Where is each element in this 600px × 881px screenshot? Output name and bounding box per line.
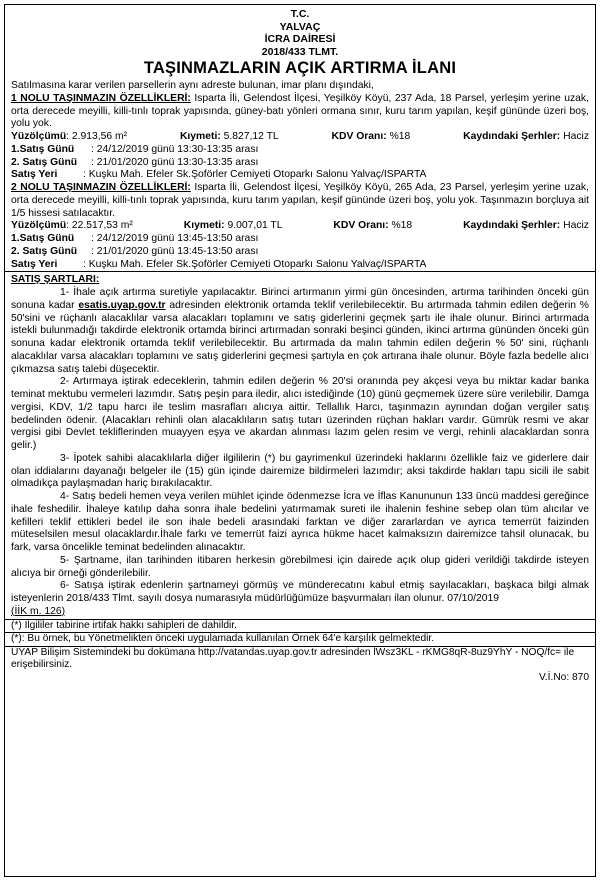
property1-kdv-label: KDV Oranı: xyxy=(331,131,387,142)
property2-place-row xyxy=(11,259,589,272)
property2-sale1-row xyxy=(11,233,589,246)
note-2: (*): Bu örnek, bu Yönetmelikten önceki uygulamada kullanılan Örnek 64'e karşılık gelmektedir. xyxy=(11,633,435,644)
property2-place-label: Satış Yeri xyxy=(11,258,58,270)
property2-heading: 2 NOLU TAŞINMAZIN ÖZELLİKLERİ: xyxy=(11,182,191,193)
property1-value-value: 5.827,12 TL xyxy=(223,131,279,142)
property2-kdv-value: %18 xyxy=(391,220,413,232)
property2-sale1-value: : 24/12/2019 günü 13:45-13:50 arası xyxy=(91,233,259,244)
condition-2: 2- Artırmaya iştirak edeceklerin, tahmin edilen değerin % 20'si oranında pey akçesi veya bu miktar kadar banka teminat mektubu vermeleri lazımdır. Satış peşin para iledir, alıcı istediğinde (10) günü geçmemek üzere süre verilebilir. Damga vergisi, KDV, 1/2 tapu harcı ile teslim masrafları alıcıya aittir. Tellallık Harcı, taşınmazın aynından doğan vergiler satış bedelinden ödenir. (Alacakları rehinli olan alacaklıların satış tutarı üzerinden rüçhan hakları vardır. Gümrük resmi ve akar vergisi gibi Devlet tekliflerinden muayyen eşya ve akardan alınması lazım gelen resim ve vergi, rehinli alacaklardan sonra gelir.) xyxy=(11,376,589,451)
property2-description xyxy=(11,182,589,220)
property2-desc: Isparta İli, Gelendost İlçesi, Yeşilköy Köyü, 265 Ada, 23 Parsel, yerleşim yerine uzak, orta derecede meyilli, killi-tınlı toprak yapısında, kuru tarım yapılan, keşif gününde üzeri boş, yolu yok. Taşınmazın borçluya ait 1/5 hissesi satılacaktır. xyxy=(11,182,589,219)
property2-area-label: Yüzölçümü xyxy=(11,220,67,232)
note-1: (*) İlgililer tabirine irtifak hakkı sahipleri de dahildir. xyxy=(11,619,237,631)
property2-kdv-label: KDV Oranı: xyxy=(333,220,389,232)
condition-1-pre: 1- İhale açık artırma suretiyle yapılacaktır. Birinci artırmanın yirmi gün öncesinden, artırma tarihinden önceki gün sonuna kadar xyxy=(11,287,589,311)
announcement-page xyxy=(4,4,596,877)
condition-1-post: adresinden elektronik ortamda teklif verilebilecektir. Bu artırmada tahmin edilen değerin % 50'sini ve rüçhanlı alacaklılar varsa alacakları toplamını ve satış giderlerini geçmek şartı ile ihale olunur. Birinci artırmada istekli bulunmadığı takdirde elektronik ortamda birinci artırmadan sonraki beşinci günden, ikinci artırma gününden önceki gün sonuna kadar elektronik ortamda teklif verilebilecektir. Bu artırmada da malın tahmin edilen değerin % 50' sini, rüçhanlı alacaklılar varsa alacakları toplamını ve satış giderlerini geçmesi şartıyla en çok artırana ihale olunur. Böyle fazla bedelle alıcı çıkmazsa satış talebi düşecektir. xyxy=(11,299,589,375)
property1-kdv-value: %18 xyxy=(389,131,411,142)
section-divider xyxy=(5,271,595,272)
intro-text: Satılmasına karar verilen parsellerin aynı adreste bulunan, imar planı dışındaki, xyxy=(11,80,374,91)
property2-sale2-label: 2. Satış Günü xyxy=(11,245,78,257)
property1-sale1-row xyxy=(11,144,589,157)
property1-heading: 1 NOLU TAŞINMAZIN ÖZELLİKLERİ: xyxy=(11,92,191,104)
header-city: YALVAÇ xyxy=(279,20,321,33)
condition-4: 4- Satış bedeli hemen veya verilen mühlet içinde ödenmezse İcra ve İflas Kanununun 133 üncü maddesi gereğince ihale feshedilir. İhaleye katılıp daha sonra ihale bedelini yatırmamak sureti ile ihalenin feshine sebep olan tüm alıcılar ve kefilleri teklif ettikleri bedel ile son ihale bedeli arasındaki farktan ve diğer zararlardan ve ayrıca temerrüt faizinden müteselsilen mesul olacaklardır.İhale farkı ve temerrüt faizi ayrıca hükme hacet kalmaksızın dairemizce tahsil olunacak, bu fark, varsa öncelikle teminat bedelinden alınacaktır. xyxy=(11,491,589,553)
header-tc: T.C. xyxy=(290,8,310,20)
property1-sale2-label: 2. Satış Günü xyxy=(11,156,78,168)
condition-5: 5- Şartname, ilan tarihinden itibaren herkesin görebilmesi için dairede açık olup gideri verildiği takdirde isteyen alıcıya bir örneği gönderilebilir. xyxy=(11,554,589,579)
uyap-access-text: UYAP Bilişim Sistemindeki bu dokümana http://vatandas.uyap.gov.tr adresinden lWsz3KL - rKMG8qR-8uz9YhY - NOQ/fc= ile erişebilirsiniz. xyxy=(11,646,575,670)
esatis-link[interactable]: esatis.uyap.gov.tr xyxy=(78,299,166,311)
property1-description xyxy=(11,93,589,131)
property1-sale1-label: 1.Satış Günü xyxy=(11,143,75,155)
conditions-heading: SATIŞ ŞARTLARI: xyxy=(11,274,100,286)
uyap-footer xyxy=(11,647,589,685)
property1-sale1-value: : 24/12/2019 günü 13:30-13:35 arası xyxy=(91,143,259,155)
property1-serh-value: Haciz xyxy=(563,131,589,142)
property2-sale2-value: : 21/01/2020 günü 13:45-13:50 arası xyxy=(91,245,259,257)
header-office: İCRA DAİRESİ xyxy=(264,33,336,45)
page-title: TAŞINMAZLARIN AÇIK ARTIRMA İLANI xyxy=(143,59,457,77)
property2-values-row xyxy=(11,220,589,233)
property1-area-label: Yüzölçümü xyxy=(11,131,67,142)
header-block xyxy=(11,8,589,58)
header-case-no: 2018/433 TLMT. xyxy=(261,45,339,58)
condition-6: 6- Satışa iştirak edenlerin şartnameyi görmüş ve münderecatını kabul etmiş sayılacakları, başkaca bilgi almak isteyenlerin 2018/433 Tlmt. sayılı dosya numarasıyla müdürlüğümüze başvurmaları ilan olunur. 07/10/2019 xyxy=(11,580,589,604)
property1-serh-label: Kaydındaki Şerhler: xyxy=(463,131,561,142)
iik-reference: (İİK m. 126) xyxy=(11,605,66,617)
property1-place-label: Satış Yeri xyxy=(11,169,58,181)
property2-value-label: Kıymeti: xyxy=(183,220,225,232)
condition-1 xyxy=(11,287,589,376)
condition-3: 3- İpotek sahibi alacaklılarla diğer ilgililerin (*) bu gayrimenkul üzerindeki haklarını özellikle faiz ve giderlere dair olan iddialarını dayanağı belgeler ile (15) gün içinde dairemize bildirmeleri lazımdır; aksi takdirde hakları tapu sicili ile sabit olmadıkça paylaşmadan hariç bırakılacaktır. xyxy=(11,452,589,490)
property2-sale2-row xyxy=(11,246,589,259)
property1-place-row xyxy=(11,169,589,182)
property1-value-label: Kıymeti: xyxy=(179,131,221,142)
property1-area-value: : 2.913,56 m² xyxy=(66,131,128,142)
property2-place-value: : Kuşku Mah. Efeler Sk.Şoförler Cemiyeti Otoparkı Salonu Yalvaç/ISPARTA xyxy=(83,258,427,270)
vi-number: V.İ.No: 870 xyxy=(538,671,589,683)
property2-sale1-label: 1.Satış Günü xyxy=(11,233,75,244)
property1-desc: Isparta İli, Gelendost İlçesi, Yeşilköy Köyü, 237 Ada, 18 Parsel, yerleşim yerine uzak, orta derecede meyilli, killi-tınlı toprak yapısında, güney-batı yönleri ormana sınır, kuru tarım yapılan, keşif gününde üzeri boş, yolu yok. xyxy=(11,92,589,130)
property1-place-value: : Kuşku Mah. Efeler Sk.Şoförler Cemiyeti Otoparkı Salonu Yalvaç/ISPARTA xyxy=(83,169,427,181)
property2-serh-label: Kaydındaki Şerhler: xyxy=(463,220,561,232)
property2-area-value: : 22.517,53 m² xyxy=(66,220,133,232)
property1-values-row xyxy=(11,131,589,144)
property1-sale2-value: : 21/01/2020 günü 13:30-13:35 arası xyxy=(91,156,259,168)
property1-sale2-row xyxy=(11,157,589,170)
property2-value-value: 9.007,01 TL xyxy=(227,220,283,232)
property2-serh-value: Haciz xyxy=(563,220,589,232)
